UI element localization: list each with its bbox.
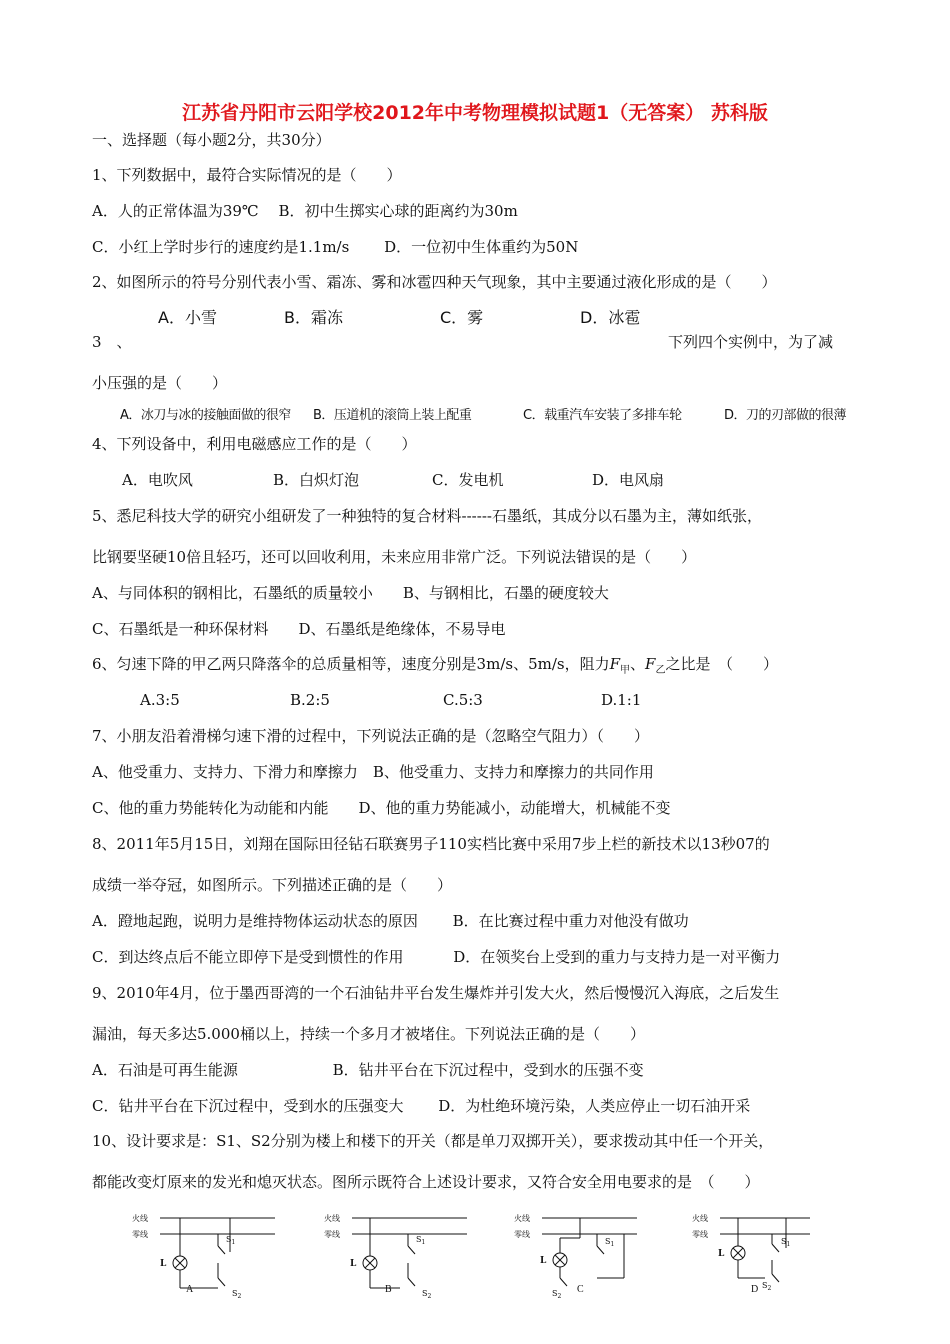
- live-wire-label: 火线: [692, 1214, 708, 1223]
- q6-stem-pre: 6、匀速下降的甲乙两只降落伞的总质量相等，速度分别是3m/s、5m/s，阻力: [92, 655, 610, 673]
- q6-option-a: A.3:5: [140, 691, 180, 709]
- q2-pic-a: A．小雪: [158, 308, 217, 327]
- q7-stem: 7、小朋友沿着滑梯匀速下滑的过程中，下列说法正确的是（忽略空气阻力）（ ）: [92, 727, 650, 745]
- circuit-b: [322, 1208, 472, 1308]
- lamp-label: L: [718, 1249, 725, 1259]
- lamp-label: L: [540, 1256, 547, 1266]
- q4-option-c: C．发电机: [432, 471, 504, 489]
- q7-options-ab: A、他受重力、支持力、下滑力和摩擦力 B、他受重力、支持力和摩擦力的共同作用: [92, 763, 654, 781]
- q3-pic-b: B．压道机的滚筒上装上配重: [313, 408, 472, 423]
- q5-stem-line2: 比钢要坚硬10倍且轻巧，还可以回收利用，未来应用非常广泛。下列说法错误的是（ ）: [92, 548, 697, 566]
- lamp-label: L: [160, 1259, 167, 1269]
- q5-options-cd: C、石墨纸是一种环保材料 D、石墨纸是绝缘体，不易导电: [92, 620, 506, 638]
- q1-options-cd: C．小红上学时步行的速度约是1.1m/s D．一位初中生体重约为50N: [92, 238, 579, 256]
- q8-options-ab: A．蹬地起跑，说明力是维持物体运动状态的原因 B．在比赛过程中重力对他没有做功: [92, 912, 689, 930]
- switch-s1-label: $S_1$: [605, 1237, 615, 1248]
- circuit-a: [130, 1208, 280, 1308]
- q6-force-symbol-2: F: [645, 655, 656, 673]
- q6-stem: [92, 654, 778, 681]
- switch-s2-label: $S_2$: [762, 1281, 772, 1292]
- q4-option-b: B．白炽灯泡: [273, 471, 360, 489]
- q2-stem: 2、如图所示的符号分别代表小雪、霜冻、雾和冰雹四种天气现象，其中主要通过液化形成的是（ ）: [92, 273, 777, 291]
- q10-stem-line1: 10、设计要求是：S1、S2分别为楼上和楼下的开关（都是单刀双掷开关），要求拨动其中任一个开关，: [92, 1132, 774, 1150]
- circuit-b-label: B: [385, 1284, 392, 1295]
- live-wire-label: 火线: [514, 1214, 530, 1223]
- q6-option-b: B.2:5: [290, 691, 330, 709]
- q10-stem-line2: 都能改变灯原来的发光和熄灭状态。图所示既符合上述设计要求，又符合安全用电要求的是 （ ）: [92, 1173, 760, 1191]
- section-heading: 一、选择题（每小题2分，共30分）: [92, 131, 331, 149]
- q2-pic-c: C．雾: [440, 308, 484, 327]
- neutral-wire-label: 零线: [132, 1230, 148, 1239]
- q9-stem-line2: 漏油，每天多达5.000桶以上，持续一个多月才被堵住。下列说法正确的是（ ）: [92, 1025, 645, 1043]
- q3-stem-cont: 小压强的是（ ）: [92, 374, 228, 392]
- circuit-c-label: C: [577, 1284, 584, 1295]
- live-wire-label: 火线: [132, 1214, 148, 1223]
- switch-s2-label: $S_2$: [232, 1289, 242, 1300]
- q2-pic-d: D．冰雹: [580, 308, 641, 327]
- q8-stem-line1: 8、2011年5月15日，刘翔在国际田径钻石联赛男子110实档比赛中采用7步上栏的新技术以13秒07的: [92, 835, 770, 853]
- circuit-d: [690, 1208, 840, 1308]
- q3-number: 3 、: [92, 333, 132, 351]
- q2-pic-b: B．霜冻: [284, 308, 343, 327]
- q6-sub-yi: 乙: [655, 665, 666, 676]
- switch-s2-label: $S_2$: [422, 1289, 432, 1300]
- q8-options-cd: C．到达终点后不能立即停下是受到惯性的作用 D．在领奖台上受到的重力与支持力是一对平衡力: [92, 948, 781, 966]
- q7-options-cd: C、他的重力势能转化为动能和内能 D、他的重力势能减小，动能增大，机械能不变: [92, 799, 671, 817]
- q1-stem: 1、下列数据中，最符合实际情况的是（ ）: [92, 166, 402, 184]
- q6-option-c: C.5:3: [443, 691, 483, 709]
- q3-pic-d: D．刀的刃部做的很薄: [724, 408, 847, 423]
- neutral-wire-label: 零线: [514, 1230, 530, 1239]
- circuit-c: [512, 1208, 662, 1308]
- q5-stem-line1: 5、悉尼科技大学的研究小组研发了一种独特的复合材料------石墨纸，其成分以石墨为主，薄如纸张，: [92, 507, 762, 525]
- q1-options-ab: A．人的正常体温为39℃ B．初中生掷实心球的距离约为30m: [92, 202, 518, 220]
- q3-pic-a: A．冰刀与冰的接触面做的很窄: [120, 408, 291, 423]
- q9-options-cd: C．钻井平台在下沉过程中，受到水的压强变大 D．为杜绝环境污染，人类应停止一切石油开采: [92, 1097, 751, 1115]
- q5-options-ab: A、与同体积的钢相比，石墨纸的质量较小 B、与钢相比，石墨的硬度较大: [92, 584, 609, 602]
- q3-pic-c: C．载重汽车安装了多排车轮: [523, 408, 682, 423]
- q3-stem-right: 下列四个实例中，为了减: [668, 333, 834, 351]
- neutral-wire-label: 零线: [324, 1230, 340, 1239]
- q6-sub-jia: 甲: [620, 665, 631, 676]
- q4-option-a: A．电吹风: [122, 471, 193, 489]
- q6-stem-post: 之比是 （ ）: [665, 655, 778, 673]
- live-wire-label: 火线: [324, 1214, 340, 1223]
- q4-option-d: D．电风扇: [592, 471, 665, 489]
- q9-stem-line1: 9、2010年4月，位于墨西哥湾的一个石油钻井平台发生爆炸并引发大火，然后慢慢沉入海底，之后发生: [92, 984, 780, 1002]
- circuit-a-label: A: [186, 1284, 194, 1295]
- q6-separator: 、: [630, 655, 646, 673]
- page-title: 江苏省丹阳市云阳学校2012年中考物理模拟试题1（无答案） 苏科版: [182, 102, 768, 124]
- q6-force-symbol: F: [609, 655, 621, 673]
- q9-options-ab: A．石油是可再生能源 B．钻井平台在下沉过程中，受到水的压强不变: [92, 1061, 644, 1079]
- q4-stem: 4、下列设备中，利用电磁感应工作的是（ ）: [92, 435, 417, 453]
- switch-s1-label: $S_1$: [416, 1235, 426, 1246]
- circuit-d-label: D: [751, 1284, 759, 1295]
- lamp-label: L: [350, 1259, 357, 1269]
- neutral-wire-label: 零线: [692, 1230, 708, 1239]
- switch-s1-label: $S_1$: [781, 1237, 791, 1248]
- q6-option-d: D.1:1: [601, 691, 642, 709]
- switch-s1-label: $S_1$: [226, 1235, 236, 1246]
- q8-stem-line2: 成绩一举夺冠，如图所示。下列描述正确的是（ ）: [92, 876, 453, 894]
- switch-s2-label: $S_2$: [552, 1289, 562, 1300]
